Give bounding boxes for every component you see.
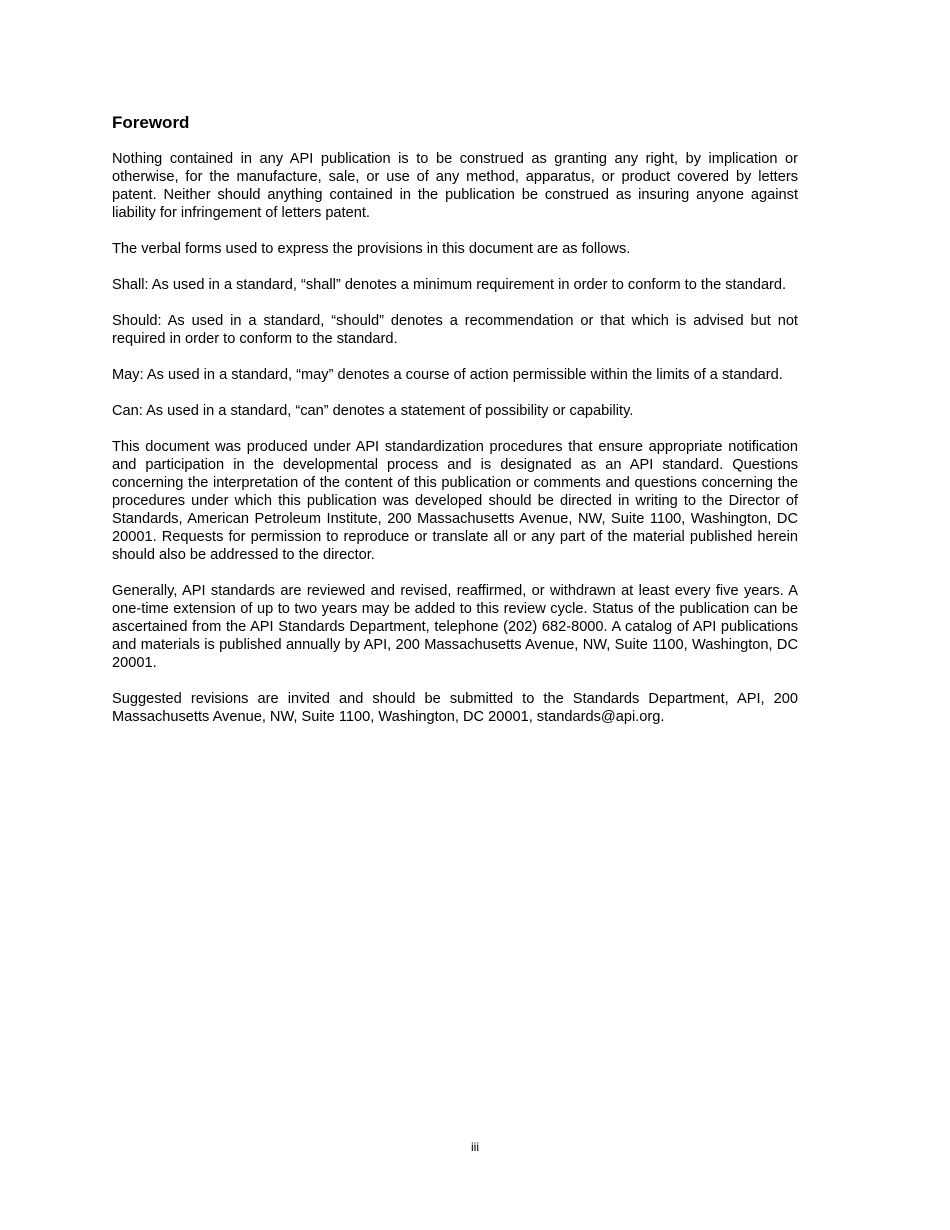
paragraph-review-cycle: Generally, API standards are reviewed and revised, reaffirmed, or withdrawn at least every five years. A one-time extension of up to two years may be added to this review cycle. Status of the publication can be ascertained from the API Standards Department, telephone (202) 682-8000. A catalog of API publications and materials is published annually by API, 200 Massachusetts Avenue, NW, Suite 1100, Washington, DC 20001. bbox=[112, 583, 798, 671]
paragraph-can-definition: Can: As used in a standard, “can” denotes a statement of possibility or capability. bbox=[112, 403, 634, 419]
paragraph-shall-definition: Shall: As used in a standard, “shall” denotes a minimum requirement in order to conform to the standard. bbox=[112, 277, 787, 293]
paragraph-verbal-forms-intro: The verbal forms used to express the provisions in this document are as follows. bbox=[112, 241, 631, 257]
page-number: iii bbox=[471, 1140, 479, 1154]
paragraph-should-definition: Should: As used in a standard, “should” denotes a recommendation or that which is advised but not required in order to conform to the standard. bbox=[112, 313, 798, 347]
paragraph-may-definition: May: As used in a standard, “may” denotes a course of action permissible within the limits of a standard. bbox=[112, 367, 783, 383]
page-title: Foreword bbox=[112, 113, 190, 132]
paragraph-standardization-procedures: This document was produced under API standardization procedures that ensure appropriate notification and participation in the developmental process and is designated as an API standard. Questions concerning the interpretation of the content of this publication or comments and questions concerning the procedures under which this publication was developed should be directed in writing to the Director of Standards, American Petroleum Institute, 200 Massachusetts Avenue, NW, Suite 1100, Washington, DC 20001. Requests for permission to reproduce or translate all or any part of the material published herein should also be addressed to the director. bbox=[112, 439, 798, 563]
paragraph-patent-disclaimer: Nothing contained in any API publication is to be construed as granting any right, by implication or otherwise, for the manufacture, sale, or use of any method, apparatus, or product covered by letters patent. Neither should anything contained in the publication be construed as insuring anyone against liability for infringement of letters patent. bbox=[112, 151, 798, 221]
paragraph-suggested-revisions: Suggested revisions are invited and should be submitted to the Standards Department, API, 200 Massachusetts Avenue, NW, Suite 1100, Washington, DC 20001, standards@api.org. bbox=[112, 691, 798, 725]
document-page bbox=[112, 112, 798, 744]
